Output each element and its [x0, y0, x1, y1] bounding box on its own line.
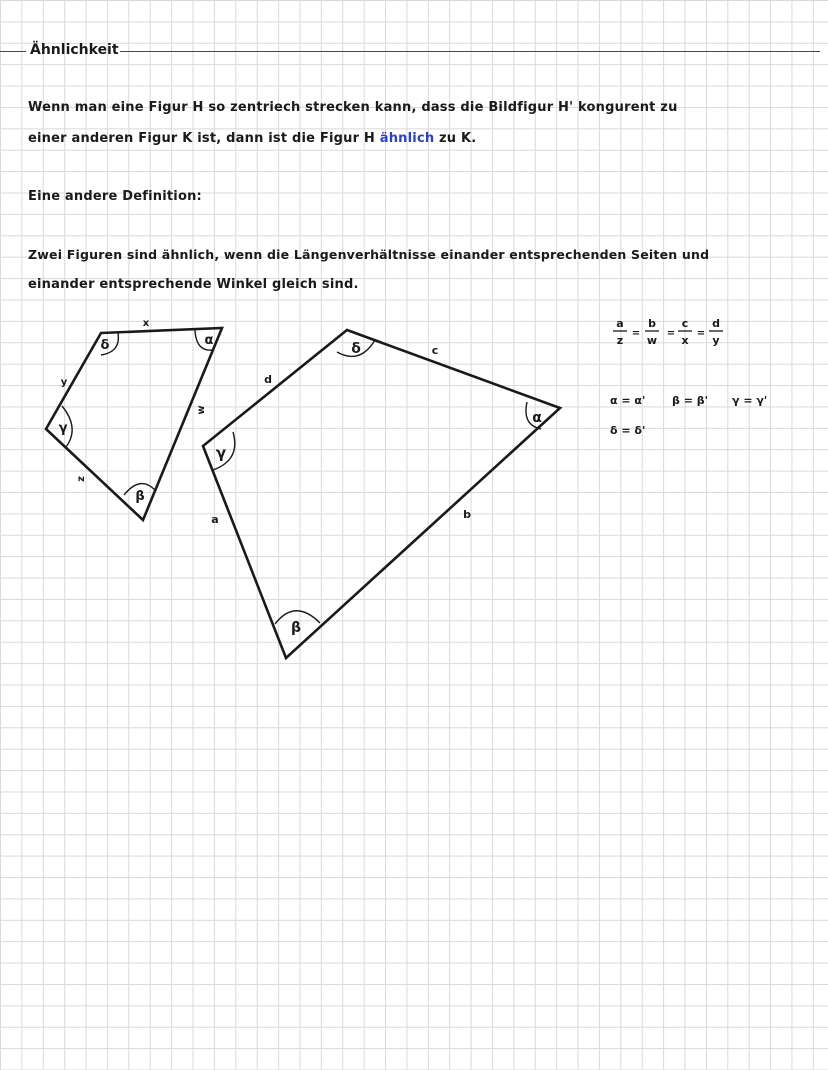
large-angle-beta: β [290, 620, 302, 636]
definition-line-2-start: einer anderen Figur K ist, dann ist die Figur H [28, 131, 380, 146]
highlight-aehnlich: ähnlich [379, 131, 435, 146]
page-title: Ähnlichkeit [30, 42, 119, 58]
small-angle-alpha: α [204, 333, 214, 348]
alt-definition-line-2: einander entsprechende Winkel gleich sind. [28, 277, 359, 292]
ratio-equals-1: = [631, 328, 641, 339]
small-angle-delta: δ [100, 338, 110, 353]
alt-definition-heading: Eine andere Definition: [28, 189, 202, 204]
small-angle-beta: β [135, 489, 145, 504]
small-side-x-label: x [142, 318, 150, 329]
alt-definition-line-1: Zwei Figuren sind ähnlich, wenn die Längenverhältnisse einander entsprechenden Seiten und [28, 247, 710, 262]
large-quadrilateral [203, 330, 560, 658]
ratio-equals-2: = [666, 328, 676, 339]
ratio-c-num: c [681, 317, 689, 330]
ratio-b-num: b [648, 317, 656, 330]
gamma-equality: γ = γ' [732, 394, 768, 407]
definition-line-1: Wenn man eine Figur H so zentriech strecken kann, dass die Bildfigur H' kongurent zu [28, 100, 678, 115]
ratio-z-den: z [616, 334, 624, 347]
small-side-z-label: z [76, 476, 87, 482]
large-side-b-label: b [463, 508, 471, 521]
beta-equality: β = β' [672, 394, 708, 407]
side-ratios [613, 317, 723, 347]
ratio-d-num: d [712, 317, 720, 330]
delta-equality: δ = δ' [610, 424, 646, 437]
large-angle-gamma: γ [215, 444, 227, 462]
small-angle-gamma: γ [58, 421, 68, 436]
angle-equalities [610, 394, 767, 437]
small-quadrilateral [46, 318, 222, 520]
small-side-y-label: y [60, 377, 68, 388]
alpha-equality: α = α' [610, 394, 646, 407]
small-side-w-label: w [196, 405, 207, 415]
ratio-a-num: a [616, 317, 624, 330]
ratio-w-den: w [646, 334, 658, 347]
large-side-a-label: a [211, 513, 219, 526]
large-side-d-label: d [264, 373, 272, 386]
large-side-c-label: c [431, 344, 439, 357]
ratio-x-den: x [681, 334, 689, 347]
ratio-y-den: y [712, 334, 720, 347]
large-angle-delta: δ [351, 341, 361, 357]
ratio-equals-3: = [696, 328, 706, 339]
definition-line-2-end: zu K. [434, 131, 477, 146]
large-angle-alpha: α [532, 410, 542, 426]
